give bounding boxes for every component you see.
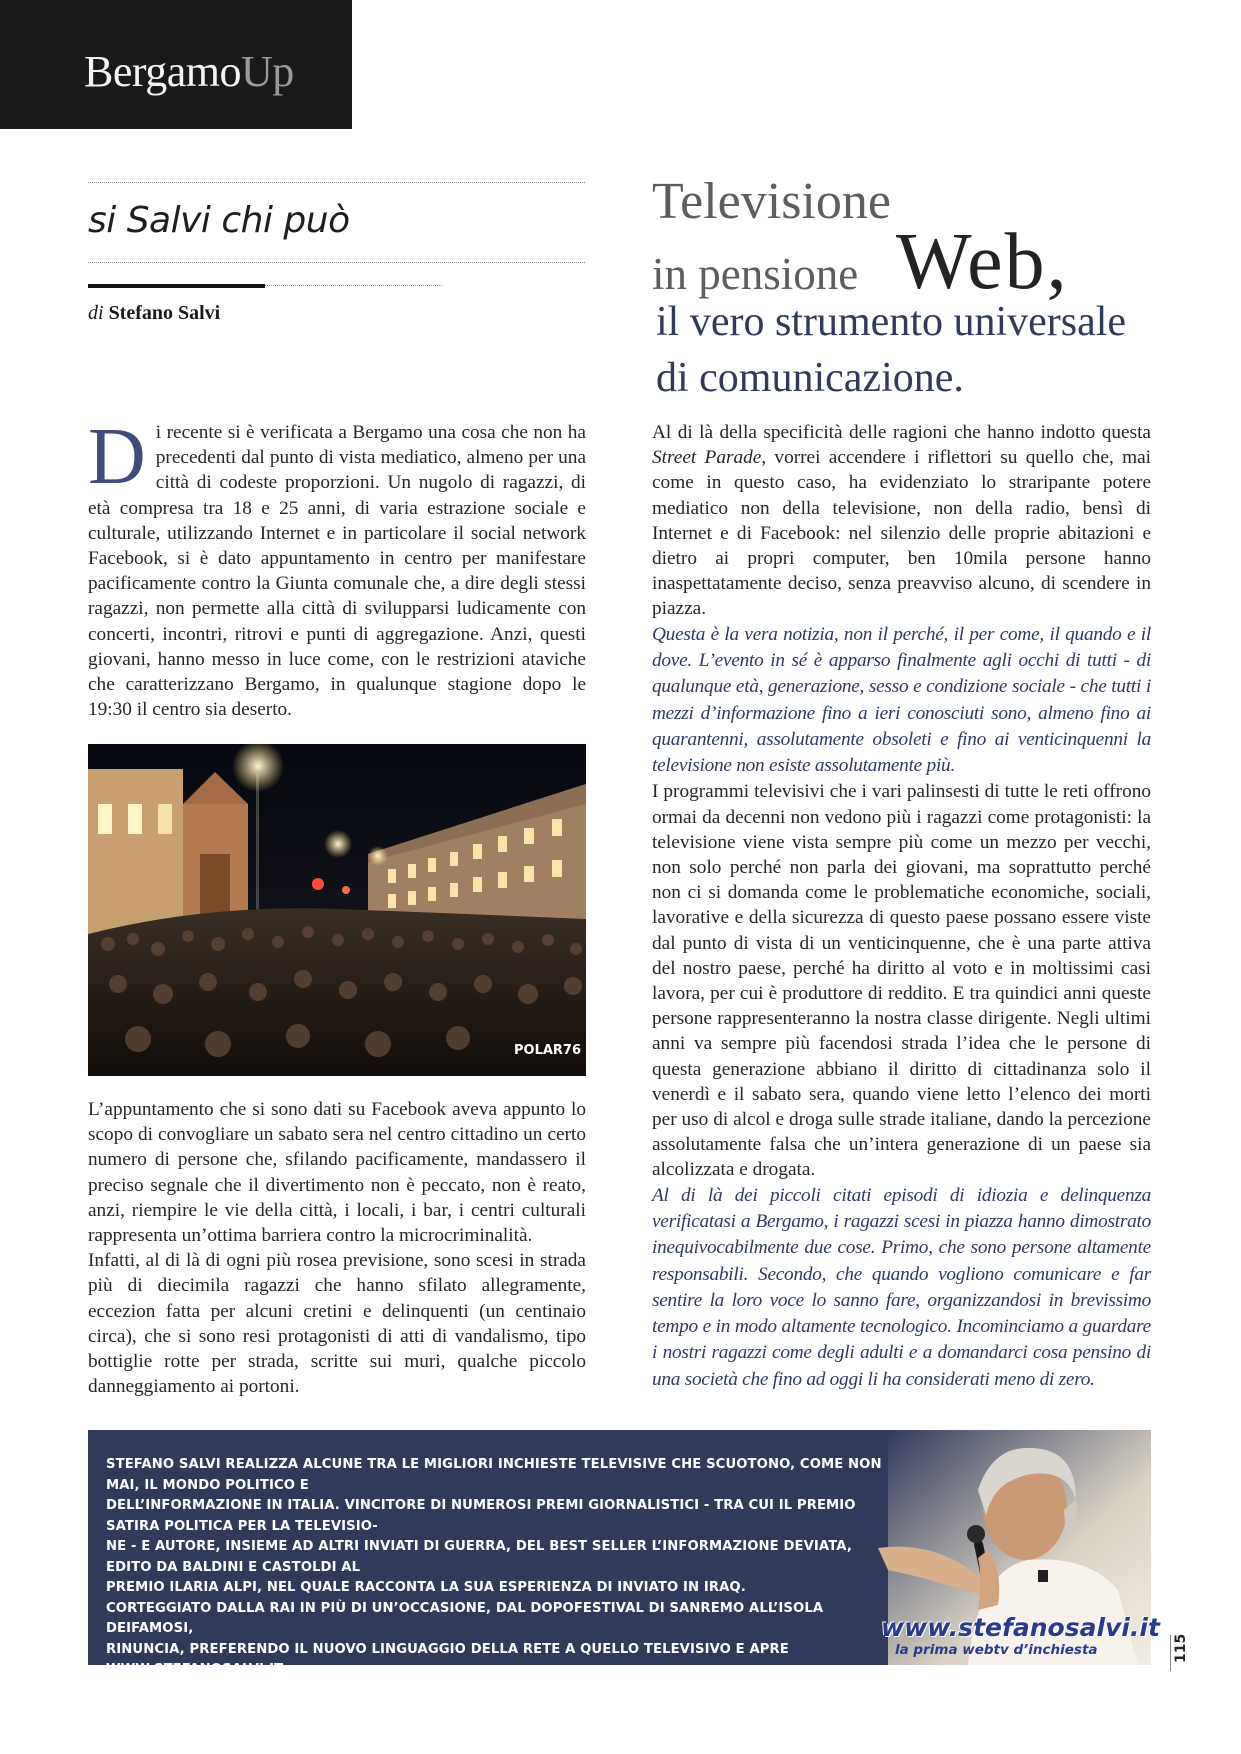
page-number-text: 115 xyxy=(1173,1633,1189,1663)
bio-line: DELL’INFORMAZIONE IN ITALIA. VINCITORE DI NUMEROSI PREMI GIORNALISTICI - TRA CUI IL PREMIO SATIRA POLITICA PER LA TELEVISIO- xyxy=(106,1498,856,1534)
magazine-logo xyxy=(84,46,294,97)
bio-line: NE - E AUTORE, INSIEME AD ALTRI INVIATI DI GUERRA, DEL BEST SELLER L’INFORMAZIONE DEVIATA, EDITO DA BALDINI E CASTOLDI AL xyxy=(106,1539,852,1575)
logo-main: Bergamo xyxy=(84,47,241,96)
text-run: Al di là della specificità delle ragioni che hanno indotto questa xyxy=(652,422,1151,443)
italic-callout: Al di là dei piccoli citati episodi di idiozia e delinquenza verificatasi a Bergamo, i ragazzi scesi in piazza hanno dimostrato inequivocabilmente due cose. Primo, che sono persone altamente responsabili. Secondo, che quando vogliono comunicare e far sentire la loro voce lo sanno fare, organizzandosi in brevissimo tempo e in modo altamente tecnologico. Incominciamo a guardare i nostri ragazzi come degli adulti e a domandarci cosa pensino di una società che fino ad oggi li ha considerati meno di zero. xyxy=(652,1184,1151,1390)
paragraph xyxy=(652,420,1151,622)
byline xyxy=(88,302,220,325)
section-title: si Salvi chi può xyxy=(88,200,350,241)
author-bio xyxy=(106,1455,886,1701)
bio-line: PREMIO ILARIA ALPI, NEL QUALE RACCONTA LA SUA ESPERIENZA DI INVIATO IN IRAQ. xyxy=(106,1580,746,1595)
intro-text: i recente si è verificata a Bergamo una cosa che non ha precedenti dal punto di vista mediatico, almeno per una città di codeste proporzioni. Un nugolo di ragazzi, di età compresa tra 18 e 25 anni, di varia estrazione sociale e culturale, utilizzando Internet e in particolare il social network Facebook, si è dato appuntamento in centro per manifestare pacificamente contro la Giunta comunale che, a dire degli stessi ragazzi, non permette alla città di svilupparsi ludicamente con concerti, incontri, ritrovi e punti di aggregazione. Anzi, questi giovani, hanno messo in luce come, con le restrizioni ataviche che caratterizzano Bergamo, in qualunque stagione dopo le 19:30 il centro sia deserto. xyxy=(88,422,586,721)
divider xyxy=(88,182,585,183)
article-left-continued xyxy=(88,1097,586,1399)
intro-paragraph xyxy=(88,413,586,722)
bio-line: STEFANO SALVI REALIZZA ALCUNE TRA LE MIGLIORI INCHIESTE TELEVISIVE CHE SCUOTONO, COME NON MAI, IL MONDO POLITICO E xyxy=(106,1457,882,1493)
bio-line: CORTEGGIATO DALLA RAI IN PIÙ DI UN’OCCASIONE, DAL DOPOFESTIVAL DI SANREMO ALL’ISOLA DEIFAMOSI, xyxy=(106,1600,824,1636)
photo-watermark: POLAR76 xyxy=(514,1043,582,1058)
bio-line: CHE DIVENTA BEN PRESTO LA PRIMA WEBTV D’INCHIESTA. xyxy=(106,1682,545,1698)
italic-callout: Questa è la vera notizia, non il perché, il per come, il quando e il dove. L’evento in sé è apparso finalmente agli occhi di tutti - di qualunque età, generazione, sesso e condizione sociale - che tutti i mezzi d’informazione fino a ieri conosciuti sono, almeno fino ai quarantenni, assolutamente obsoleti e fino ai venticinquenni la televisione non esiste assolutamente più. xyxy=(652,623,1151,777)
website-tagline: la prima webtv d’inchiesta xyxy=(895,1642,1098,1658)
page-number xyxy=(1170,1635,1193,1671)
divider xyxy=(88,262,585,263)
divider xyxy=(88,284,265,288)
paragraph: Infatti, al di là di ogni più rosea previsione, sono scesi in strada più di diecimila ragazzi che hanno sfilato allegramente, eccezion fatta per alcuni cretini e delinquenti (un centinaio circa), che si sono resi protagonisti di atti di vandalismo, tipo bottiglie rotte per strada, scritte sui muri, qualche piccolo danneggiamento ai portoni. xyxy=(88,1250,586,1398)
headline-subtitle-1: il vero strumento universale xyxy=(656,299,1127,345)
article-intro xyxy=(88,413,586,722)
drop-cap: D xyxy=(88,413,146,501)
crowd-photo xyxy=(88,744,586,1076)
logo-up: Up xyxy=(241,47,294,96)
author-name: Stefano Salvi xyxy=(108,302,221,324)
byline-prefix: di xyxy=(88,302,104,324)
paragraph: L’appuntamento che si sono dati su Facebook aveva appunto lo scopo di convogliare un sabato sera nel centro cittadino un certo numero di persone che, sfilando pacificamente, mandassero il preciso segnale che il divertimento non è peccato, non è reato, anzi, riempire le vie della città, i locali, i bar, i centri culturali rappresenta un’ottima barriera contro la microcriminalità. xyxy=(88,1099,586,1247)
article-right-column xyxy=(652,420,1151,1393)
text-run: , vorrei accendere i riflettori su quello che, mai come in questo caso, ha evidenziato lo straripante potere mediatico non della televisione, non della radio, bensì di Internet e di Facebook: nel silenzio delle proprie abitazioni e dietro ai propri computer, ben 10mila persone hanno inaspettatamente deciso, senza preavviso alcuno, di scendere in piazza. xyxy=(652,447,1151,620)
headline-subtitle-2: di comunicazione. xyxy=(656,355,964,401)
paragraph: I programmi televisivi che i vari palinsesti di tutte le reti offrono ormai da decenni non vedono più i ragazzi come protagonisti: la televisione viene vista sempre più come un mezzo per vecchi, non solo perché non parla dei giovani, ma soprattutto perché non ci si domanda come le problematiche economiche, sociali, lavorative e della sicurezza di questo paese possano essere viste dal punto di vista di un venticinquenne, che è una parte attiva del nostro paese, perché ha diritto al voto e in moltissimi casi lavora, per cui è produttore di reddito. E tra quindici anni queste persone rappresenteranno la nostra classe dirigente. Negli ultimi anni va sempre più facendosi strada l’idea che le persone di questa generazione abbiano il diritto di cittadinanza solo il venerdì e il sabato sera, quando viene letto l’elenco dei morti per uso di alcol e droga sulle strade italiane, dando la percezione assolutamente falsa che un’intera generazione di un paese sia alcolizzata e drogata. xyxy=(652,781,1151,1181)
divider xyxy=(265,285,442,286)
website-link[interactable]: www.stefanosalvi.it xyxy=(881,1613,1160,1642)
bio-line: RINUNCIA, PREFERENDO IL NUOVO LINGUAGGIO DELLA RETE A QUELLO TELEVISIVO E APRE WWW.STEFANOSALVI.IT, xyxy=(106,1641,789,1677)
headline-line1: Televisione xyxy=(652,173,891,230)
headline-line2: in pensione xyxy=(652,249,859,299)
emphasis: Street Parade xyxy=(652,447,762,469)
masthead xyxy=(0,0,352,129)
headline-web: Web, xyxy=(896,218,1069,306)
author-bio-box xyxy=(88,1430,1160,1698)
